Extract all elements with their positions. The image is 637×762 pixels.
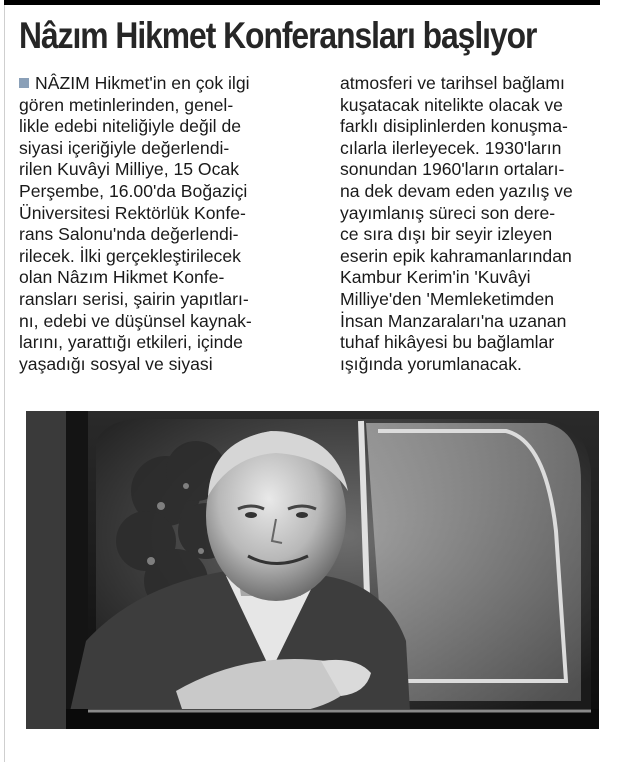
left-column: [19, 73, 324, 375]
text-line: [340, 354, 616, 376]
text-line: [340, 332, 616, 354]
text-line: [19, 354, 324, 376]
photo-illustration: [26, 411, 599, 729]
text-line-content: ransları serisi, şairin yapıtları-: [19, 288, 249, 309]
text-line: [340, 203, 616, 225]
text-line-content: kuşatacak nitelikte olacak ve: [340, 94, 563, 115]
text-line-content: rilecek. İlki gerçekleştirilecek: [19, 245, 241, 266]
text-line-content: nı, edebi ve düşünsel kaynak-: [19, 310, 252, 331]
headline: Nâzım Hikmet Konferansları başlıyor: [19, 15, 537, 56]
text-line: [19, 246, 324, 268]
text-line: [340, 95, 616, 117]
text-line: [19, 267, 324, 289]
bullet-square-icon: [19, 78, 29, 88]
text-line: [19, 181, 324, 203]
text-line-content: likle edebi niteliğiyle değil de: [19, 116, 242, 137]
text-line-content: olan Nâzım Hikmet Konfe-: [19, 267, 225, 288]
text-line: [340, 224, 616, 246]
text-line-content: rans Salonu'nda değerlendi-: [19, 224, 239, 245]
text-line-content: yaşadığı sosyal ve siyasi: [19, 353, 213, 374]
text-line-content: NÂZIM Hikmet'in en çok ilgi: [35, 73, 250, 93]
text-line: [19, 73, 324, 95]
text-line: [19, 159, 324, 181]
text-line: [19, 116, 324, 138]
text-line: [19, 203, 324, 225]
text-line: [19, 138, 324, 160]
text-line: [19, 224, 324, 246]
text-line: [19, 311, 324, 333]
text-line-content: atmosferi ve tarihsel bağlamı: [340, 73, 565, 93]
text-line: [19, 289, 324, 311]
text-line-content: farklı disiplinlerden konuşma-: [340, 116, 568, 137]
text-line-content: Perşembe, 16.00'da Boğaziçi: [19, 180, 248, 201]
text-line: [340, 181, 616, 203]
photo-man-in-car-window: [26, 411, 599, 729]
text-line-content: Üniversitesi Rektörlük Konfe-: [19, 202, 246, 223]
text-line-content: İnsan Manzaraları'na uzanan: [340, 310, 567, 331]
text-line: [19, 95, 324, 117]
right-column: [340, 73, 616, 375]
top-rule: [4, 0, 600, 5]
text-line: [340, 116, 616, 138]
text-line: [340, 73, 616, 95]
text-line-content: Kambur Kerim'in 'Kuvâyi: [340, 267, 531, 288]
text-line-content: tuhaf hikâyesi bu bağlamlar: [340, 332, 555, 353]
text-line-content: sonundan 1960'ların ortaları-: [340, 159, 565, 180]
text-line-content: cılarla ilerleyecek. 1930'ların: [340, 137, 562, 158]
text-line: [340, 289, 616, 311]
text-line-content: siyasi içeriğiyle değerlendi-: [19, 137, 230, 158]
text-line: [19, 332, 324, 354]
text-line-content: yayımlanış süreci son dere-: [340, 202, 556, 223]
text-line: [340, 267, 616, 289]
text-line: [340, 138, 616, 160]
text-line: [340, 311, 616, 333]
text-line-content: ışığında yorumlanacak.: [340, 353, 522, 374]
text-line-content: gören metinlerinden, genel-: [19, 94, 234, 115]
text-line-content: eserin epik kahramanlarından: [340, 245, 572, 266]
text-line-content: ce sıra dışı bir seyir izleyen: [340, 224, 553, 245]
left-rule: [4, 5, 5, 762]
text-line-content: na dek devam eden yazılış ve: [340, 180, 573, 201]
text-line: [340, 159, 616, 181]
text-line-content: Milliye'den 'Memleketimden: [340, 288, 555, 309]
text-line: [340, 246, 616, 268]
text-line-content: larını, yarattığı etkileri, içinde: [19, 332, 243, 353]
text-line-content: rilen Kuvâyi Milliye, 15 Ocak: [19, 159, 239, 180]
